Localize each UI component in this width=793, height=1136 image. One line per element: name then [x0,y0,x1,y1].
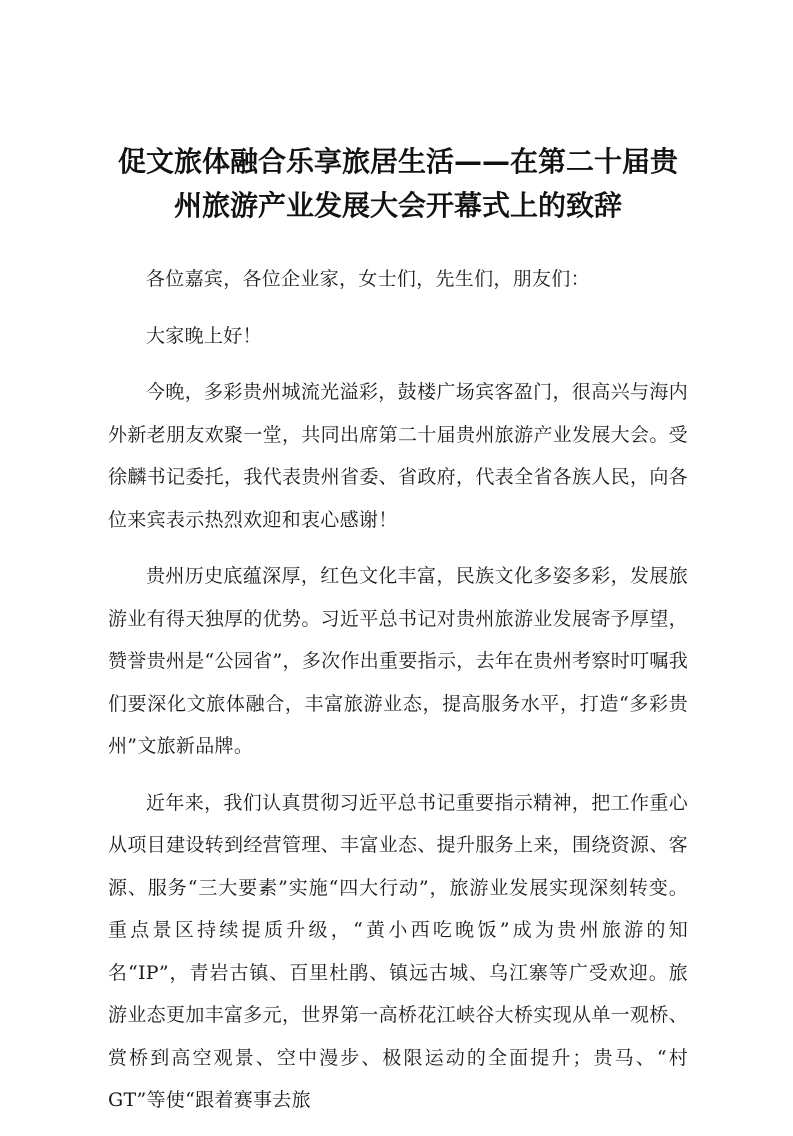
title-line-1: 促文旅体融合乐享旅居生活——在第二十届贵 [117,145,678,178]
document-title [98,140,698,228]
paragraph-heritage: 贵州历史底蕴深厚，红色文化丰富，民族文化多姿多彩，发展旅游业有得天独厚的优势。习近平总书记对贵州旅游业发展寄予厚望，赞誉贵州是“公园省”，多次作出重要指示，去年在贵州考察时叮嘱我们要深化文旅体融合，丰富旅游业态，提高服务水平，打造“多彩贵州”文旅新品牌。 [108,565,688,757]
paragraph-greeting: 各位嘉宾，各位企业家，女士们，先生们，朋友们： [146,268,590,290]
paragraph-progress: 近年来，我们认真贯彻习近平总书记重要指示精神，把工作重心从项目建设转到经营管理、丰富业态、提升服务上来，围绕资源、客源、服务“三大要素”实施“四大行动”，旅游业发展实现深刻转变。重点景区持续提质升级，“黄小西吃晚饭”成为贵州旅游的知名“IP”，青岩古镇、百里杜鹃、镇远古城、乌江寨等广受欢迎。旅游业态更加丰富多元，世界第一高桥花江峡谷大桥实现从单一观桥、赏桥到高空观景、空中漫步、极限运动的全面提升；贵马、“村GT”等使“跟着赛事去旅 [108,791,688,1111]
document-body [108,258,688,1136]
paragraph-salutation: 大家晚上好！ [146,324,262,347]
title-line-2: 州旅游产业发展大会开幕式上的致辞 [173,189,622,222]
paragraph-welcome: 今晚，多彩贵州城流光溢彩，鼓楼广场宾客盈门，很高兴与海内外新老朋友欢聚一堂，共同出席第二十届贵州旅游产业发展大会。受徐麟书记委托，我代表贵州省委、省政府，代表全省各族人民，向各位来宾表示热烈欢迎和衷心感谢！ [108,381,688,531]
